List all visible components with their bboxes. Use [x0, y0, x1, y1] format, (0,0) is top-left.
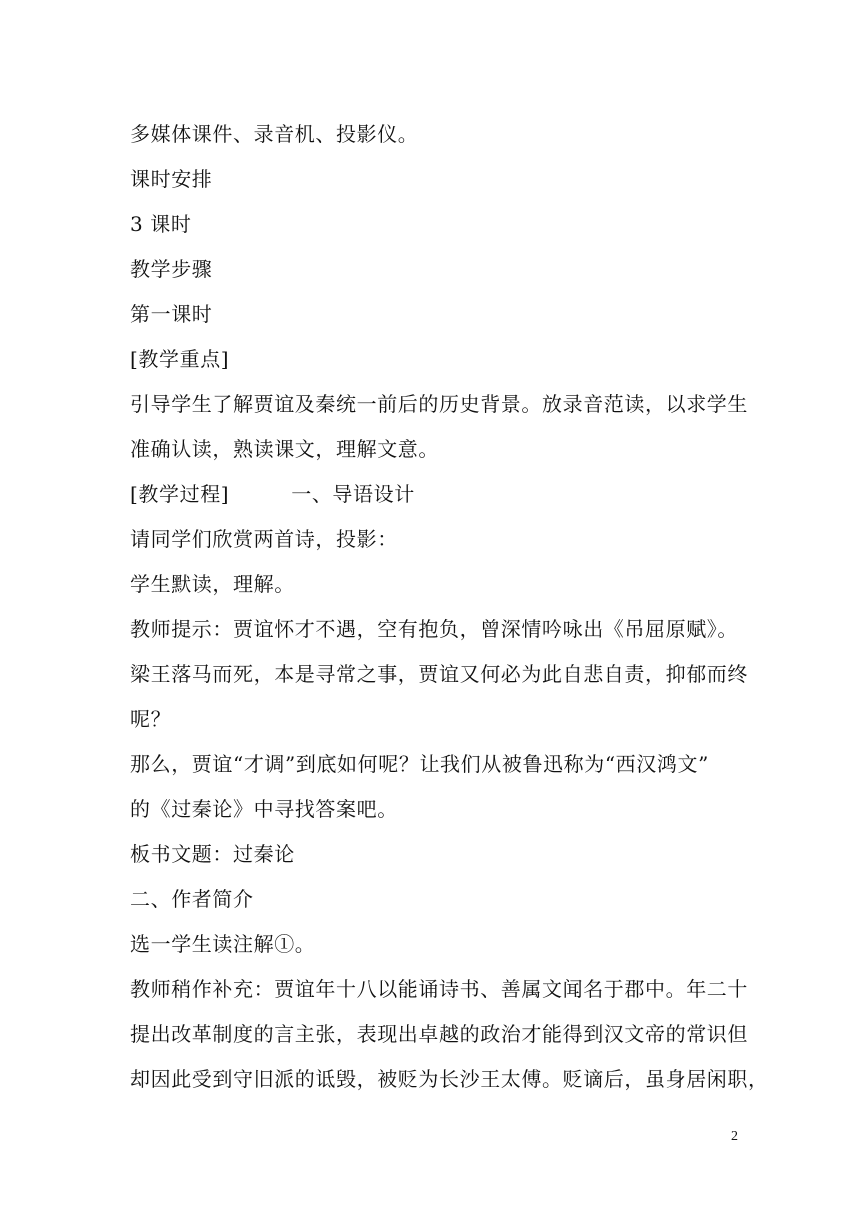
text-line: 准确认读，熟读课文，理解文意。	[130, 437, 439, 461]
text-line: 引导学生了解贾谊及秦统一前后的历史背景。放录音范读，以求学生	[130, 392, 748, 416]
text-line: 教师稍作补充：贾谊年十八以能诵诗书、善属文闻名于郡中。年二十	[130, 977, 748, 1001]
text-line: 多媒体课件、录音机、投影仪。	[130, 122, 419, 146]
text-line: 选一学生读注解①。	[130, 932, 316, 956]
text-line: 呢？	[130, 707, 172, 731]
text-line: 3 课时	[130, 212, 192, 236]
text-line: 提出改革制度的言主张，表现出卓越的政治才能得到汉文帝的常识但	[130, 1022, 748, 1046]
text-line	[130, 472, 736, 517]
text-line: 那么，贾谊“才调”到底如何呢？让我们从被鲁迅称为“西汉鸿文”	[130, 752, 709, 776]
text-line: 请同学们欣赏两首诗，投影：	[130, 527, 398, 551]
text-line: 二、作者简介	[130, 887, 254, 911]
text-line: 却因此受到守旧派的诋毁，被贬为长沙王太傅。贬谪后，虽身居闲职，	[130, 1067, 769, 1091]
text-line: [教学重点]	[130, 347, 230, 371]
document-body	[130, 112, 769, 1102]
text-line: 学生默读，理解。	[130, 572, 295, 596]
text-line: 梁王落马而死，本是寻常之事，贾谊又何必为此自悲自责，抑郁而终	[130, 662, 748, 686]
text-line: 板书文题：过秦论	[130, 842, 295, 866]
section-heading: 一、导语设计	[291, 482, 415, 506]
text-line: 教学步骤	[130, 257, 213, 281]
text-line: 的《过秦论》中寻找答案吧。	[130, 797, 398, 821]
page-number: 2	[731, 1129, 738, 1144]
teaching-process-label: [教学过程]	[130, 482, 230, 506]
text-line: 课时安排	[130, 167, 213, 191]
text-line: 第一课时	[130, 302, 213, 326]
text-line: 教师提示：贾谊怀才不遇，空有抱负，曾深情吟咏出《吊屈原赋》。	[130, 617, 738, 641]
